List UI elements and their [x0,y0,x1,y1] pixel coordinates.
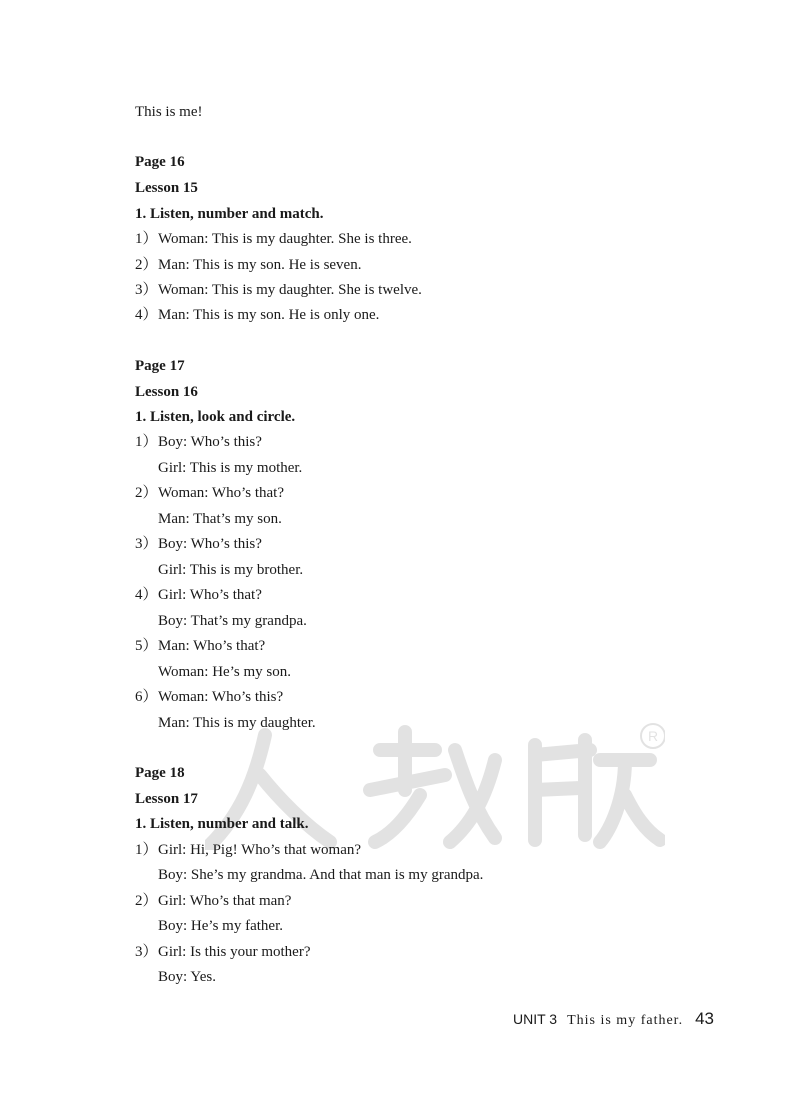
dialogue-line: Girl: Is this your mother? [158,944,311,960]
task-heading: 1. Listen, number and match. [135,206,324,222]
list-item [135,281,422,299]
list-item [135,943,310,961]
item-number: 1） [135,434,158,450]
dialogue-line: Man: Who’s that? [158,638,266,654]
item-number: 4） [135,307,158,323]
dialogue-line: Man: This is my daughter. [158,715,316,731]
list-item [135,637,265,655]
dialogue-line: Girl: This is my mother. [158,460,303,476]
dialogue-line: Girl: Who’s that? [158,587,262,603]
dialogue-line: Girl: Who’s that man? [158,893,292,909]
item-number: 2） [135,893,158,909]
dialogue-line: Man: This is my son. He is seven. [158,257,362,273]
task-heading: 1. Listen, number and talk. [135,816,309,832]
list-item [135,433,262,451]
list-item [135,306,379,324]
list-item [135,230,412,248]
dialogue-line: Girl: Hi, Pig! Who’s that woman? [158,842,362,858]
item-number: 3） [135,282,158,298]
task-heading: 1. Listen, look and circle. [135,409,296,425]
list-item [135,841,361,859]
dialogue-line: Boy: Who’s this? [158,536,262,552]
item-number: 2） [135,257,158,273]
list-item [135,892,291,910]
svg-text:R: R [647,728,659,744]
page-heading: Page 18 [135,765,185,781]
page-footer [513,1009,714,1031]
lesson-heading: Lesson 15 [135,180,198,196]
item-number: 3） [135,944,158,960]
footer-unit-title: This is my father. [567,1013,684,1028]
list-item [135,484,284,502]
dialogue-line: Boy: Yes. [158,969,216,985]
item-number: 1） [135,231,158,247]
dialogue-line: Woman: This is my daughter. She is twelve. [158,282,422,298]
lesson-heading: Lesson 17 [135,791,198,807]
list-item [135,535,262,553]
footer-unit-label: UNIT 3 [512,1011,558,1027]
dialogue-line: Boy: Who’s this? [158,434,262,450]
item-number: 5） [135,638,158,654]
page-number: 43 [695,1009,714,1028]
lesson-heading: Lesson 16 [135,384,198,400]
page-heading: Page 17 [135,358,185,374]
list-item [135,586,262,604]
intro-text: This is me! [135,104,203,120]
dialogue-line: Boy: That’s my grandpa. [158,613,307,629]
item-number: 2） [135,485,158,501]
list-item [135,256,361,274]
dialogue-line: Woman: This is my daughter. She is three. [158,231,412,247]
page-heading: Page 16 [135,154,185,170]
list-item [135,688,283,706]
dialogue-line: Woman: He’s my son. [158,664,291,680]
item-number: 4） [135,587,158,603]
dialogue-line: Man: That’s my son. [158,511,282,527]
dialogue-line: Boy: She’s my grandma. And that man is my grandpa. [158,867,484,883]
item-number: 3） [135,536,158,552]
dialogue-line: Boy: He’s my father. [158,918,283,934]
dialogue-line: Woman: Who’s this? [158,689,284,705]
dialogue-line: Woman: Who’s that? [158,485,284,501]
item-number: 6） [135,689,158,705]
dialogue-line: Girl: This is my brother. [158,562,304,578]
item-number: 1） [135,842,158,858]
dialogue-line: Man: This is my son. He is only one. [158,307,380,323]
